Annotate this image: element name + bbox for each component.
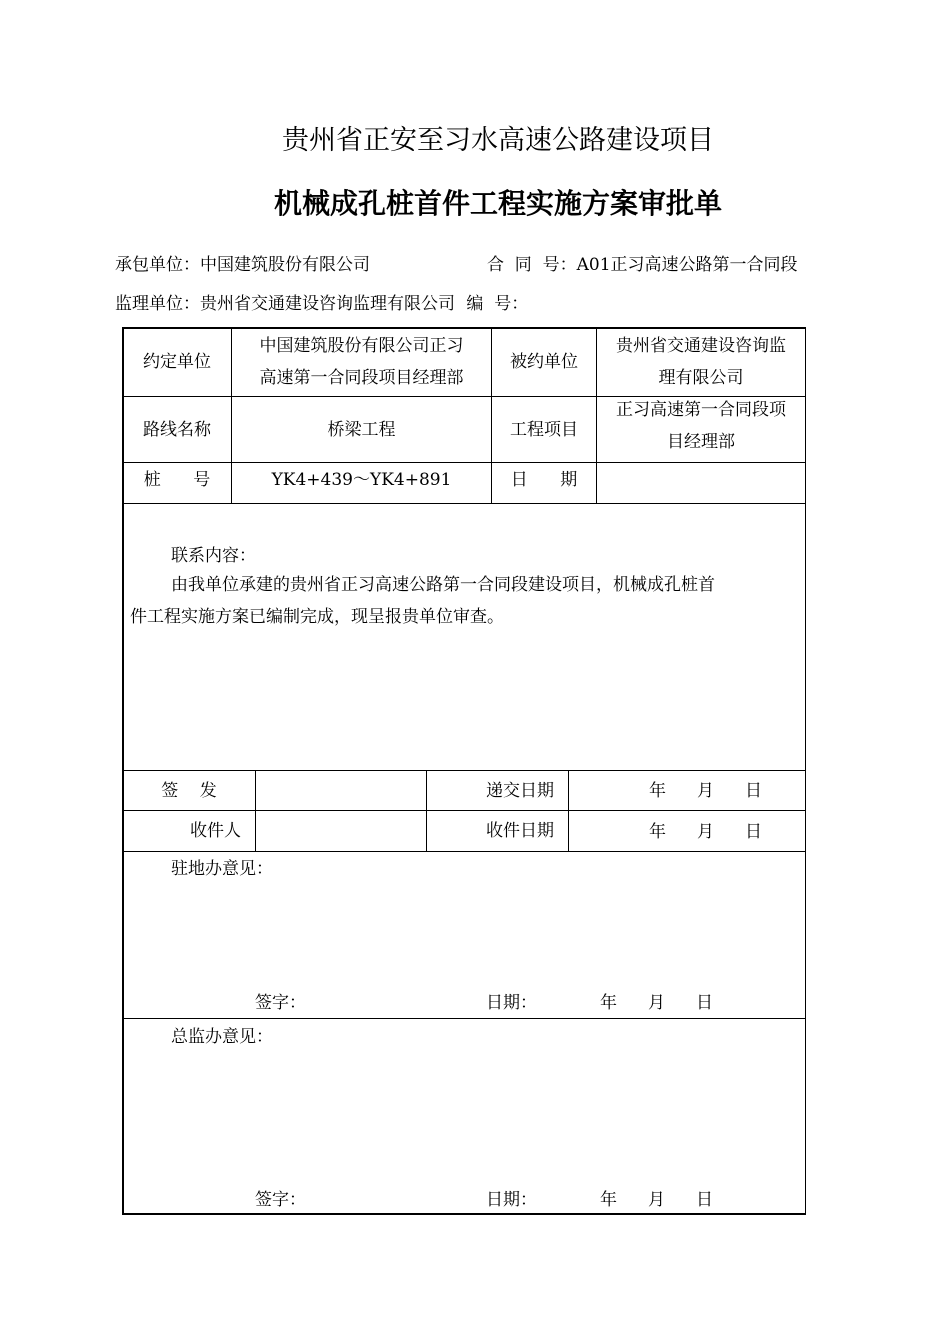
site-office-date-label: 日期：: [486, 993, 537, 1013]
contact-heading: 联系内容：: [171, 546, 256, 566]
pile-number-label: 桩 号: [143, 470, 211, 490]
supervisor-value: 贵州省交通建设咨询监理有限公司: [200, 294, 455, 314]
contract-number-field: [487, 250, 798, 275]
contracted-unit-value-line2: 理有限公司: [658, 368, 744, 388]
recipient-label: 收件人: [190, 821, 241, 841]
chief-office-heading: 总监办意见：: [171, 1027, 273, 1047]
chief-office-date-label: 日期：: [486, 1190, 537, 1210]
chief-office-day: 日: [696, 1190, 713, 1210]
submit-year: 年: [649, 781, 666, 801]
number-label: 编 号：: [466, 294, 529, 314]
contractor-label: 承包单位：: [115, 255, 200, 275]
contact-body-line1: 由我单位承建的贵州省正习高速公路第一合同段建设项目，机械成孔桩首: [171, 575, 715, 595]
date-value: [597, 463, 805, 497]
site-office-month: 月: [648, 993, 665, 1013]
receive-date-label: 收件日期: [486, 821, 554, 841]
date-label: 日 期: [510, 470, 578, 490]
chief-office-sign-label: 签字：: [255, 1190, 306, 1210]
site-office-day: 日: [696, 993, 713, 1013]
document-title: 贵州省正安至习水高速公路建设项目: [282, 125, 714, 156]
agreed-unit-label: 约定单位: [143, 352, 211, 372]
contracted-unit-label: 被约单位: [510, 352, 578, 372]
contact-body-line2: 件工程实施方案已编制完成，现呈报贵单位审查。: [130, 607, 504, 627]
contracted-unit-value-line1: 贵州省交通建设咨询监: [616, 336, 786, 356]
chief-office-month: 月: [648, 1190, 665, 1210]
project-item-label: 工程项目: [510, 419, 578, 440]
contract-label: 合 同 号：: [487, 255, 577, 275]
site-office-sign-label: 签字：: [255, 993, 306, 1013]
contract-value: A01正习高速公路第一合同段: [576, 255, 798, 275]
agreed-unit-value-line2: 高速第一合同段项目经理部: [259, 368, 464, 388]
contractor-field: [115, 250, 370, 275]
receive-month: 月: [697, 822, 714, 842]
site-office-heading: 驻地办意见：: [171, 859, 273, 879]
pile-number-value: YK4+439～YK4+891: [271, 470, 452, 490]
issuer-label: 签 发: [161, 780, 217, 801]
receive-year: 年: [649, 822, 666, 842]
contact-body: [130, 569, 800, 633]
contracted-unit-value: [597, 328, 805, 396]
site-office-year: 年: [600, 993, 617, 1013]
supervisor-label: 监理单位：: [115, 294, 200, 314]
submit-date-label: 递交日期: [486, 780, 554, 801]
agreed-unit-value-line1: 中国建筑股份有限公司正习: [259, 336, 464, 356]
project-item-value-line2: 目经理部: [667, 431, 735, 452]
submit-month: 月: [697, 781, 714, 801]
form-title: 机械成孔桩首件工程实施方案审批单: [273, 187, 722, 220]
contractor-value: 中国建筑股份有限公司: [200, 255, 370, 275]
route-name-label: 路线名称: [143, 419, 211, 440]
chief-office-year: 年: [600, 1190, 617, 1210]
supervisor-field: [115, 289, 528, 314]
project-item-value-line1: 正习高速第一合同段项: [616, 399, 786, 420]
route-name-value: 桥梁工程: [327, 419, 396, 440]
project-item-value: [597, 393, 805, 458]
submit-day: 日: [745, 781, 762, 801]
receive-day: 日: [745, 822, 762, 842]
agreed-unit-value: [232, 328, 491, 396]
